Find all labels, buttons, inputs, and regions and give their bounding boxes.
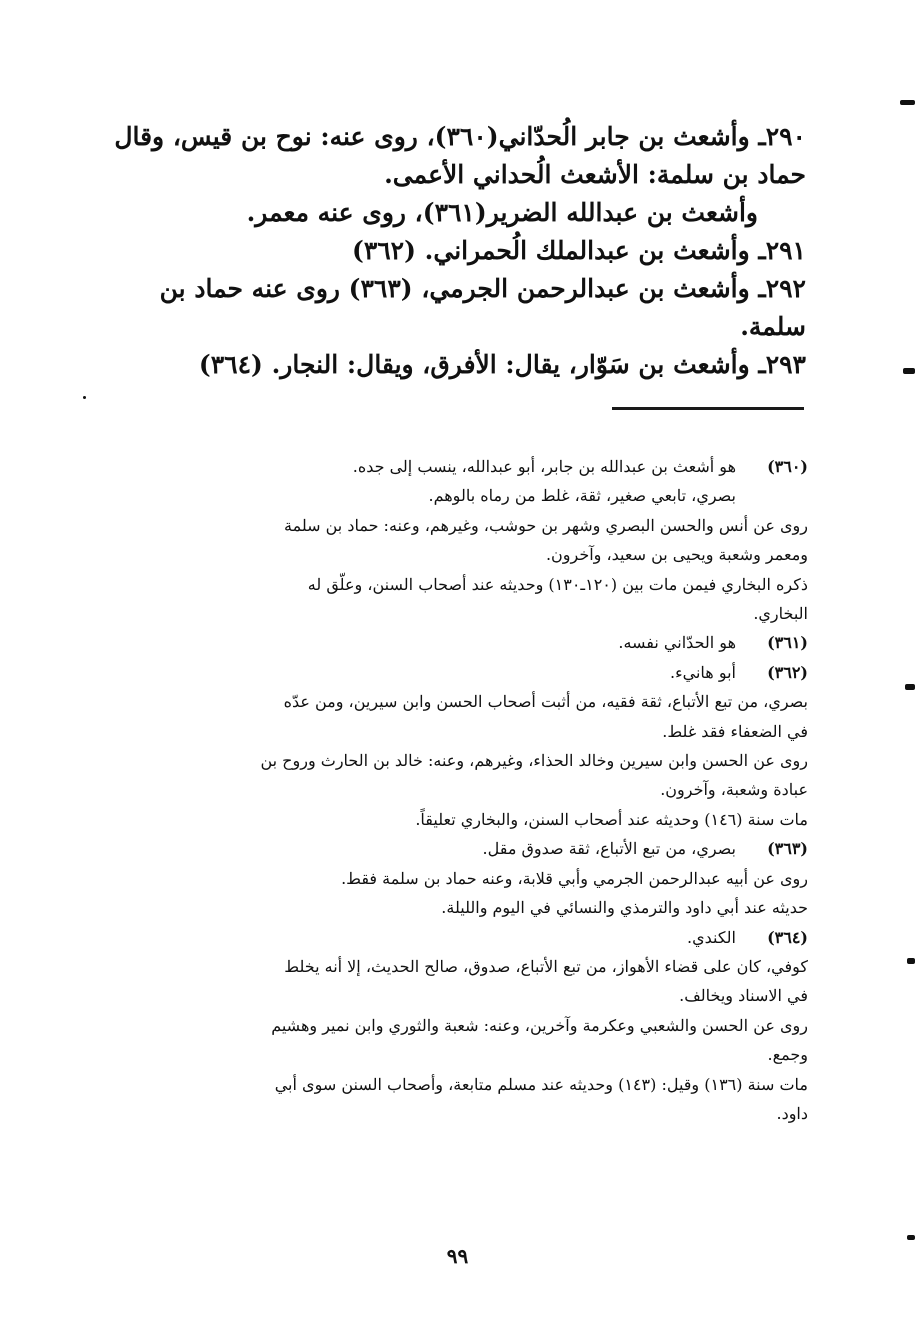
footnote-line: هو الحدّاني نفسه. [618,633,736,653]
footnote-line: وجمع. [767,1045,808,1065]
scan-speck [83,396,86,399]
footnote-360 [108,452,808,628]
footnote-line: البخاري. [753,604,808,624]
footnote-line: روى عن أبيه عبدالرحمن الجرمي وأبي قلابة، وعنه حماد بن سلمة فقط. [341,868,808,888]
footnote-line: في الضعفاء فقد غلط. [662,721,808,741]
entry-290-line-1: ٢٩٠ـ وأشعث بن جابر الُحدّاني(٣٦٠)، روى عنه: نوح بن قيس، وقال [114,122,806,151]
scan-margin-mark [907,958,915,964]
footnote-number: (٣٦٣) [767,839,808,859]
footnote-line: بصري، من تبع الأتباع، ثقة فقيه، من أثبت أصحاب الحسن وابن سيرين، ومن عدّه [283,692,808,712]
footnote-line: داود. [776,1103,808,1123]
footnote-line: بصري، تابعي صغير، ثقة، غلط من رماه بالوهم. [428,486,736,506]
footnote-line: ومعمر وشعبة ويحيى بن سعيد، وآخرون. [545,545,808,565]
footnote-362 [108,658,808,834]
scan-margin-mark [903,368,915,374]
footnote-number: (٣٦٠) [767,457,808,476]
scan-margin-mark [900,100,915,105]
footnote-line: في الاسناد ويخالف. [679,986,808,1006]
footnote-number: (٣٦٤) [767,927,808,947]
main-text [108,118,806,384]
footnote-line: بصري، من تبع الأتباع، ثقة صدوق مقل. [482,839,736,859]
footnote-line: مات سنة (١٤٦) وحديثه عند أصحاب السنن، والبخاري تعليقاً. [415,809,808,829]
footnote-361 [108,628,808,657]
footnote-line: روى عن الحسن والشعبي وعكرمة وآخرين، وعنه: شعبة والثوري وابن نمير وهشيم [271,1015,808,1035]
footnote-line: الكندي. [687,927,736,947]
footnote-line: كوفي، كان على قضاء الأهواز، من تبع الأتباع، صدوق، صالح الحديث، إلا أنه يخلط [284,956,808,976]
footnote-line: مات سنة (١٣٦) وقيل: (١٤٣) وحديثه عند مسلم متابعة، وأصحاب السنن سوى أبي [274,1074,808,1094]
entry-291: ٢٩١ـ وأشعث بن عبدالملك الُحمراني. (٣٦٢) [351,236,806,265]
footnote-line: ذكره البخاري فيمن مات بين (١٢٠ـ١٣٠) وحديثه عند أصحاب السنن، وعلّق له [307,574,808,594]
footnote-364 [108,923,808,1129]
footnote-number: (٣٦١) [767,633,808,653]
entry-292: ٢٩٢ـ وأشعث بن عبدالرحمن الجرمي، (٣٦٣) روى عنه حماد بن سلمة. [159,274,806,341]
footnotes [108,452,808,1128]
footnote-line: هو أشعث بن عبدالله بن جابر، أبو عبدالله، ينسب إلى جده. [352,457,736,476]
footnote-line: روى عن أنس والحسن البصري وشهر بن حوشب، وغيرهم، وعنه: حماد بن سلمة [283,515,808,535]
footnote-line: روى عن الحسن وابن سيرين وخالد الحذاء، وغيرهم، وعنه: خالد بن الحارث وروح بن [260,751,808,771]
entry-290-line-3: وأشعث بن عبدالله الضرير(٣٦١)، روى عنه معمر. [246,198,758,227]
entry-290-line-2: حماد بن سلمة: الأشعث الُحداني الأعمى. [384,160,806,189]
footnote-line: أبو هانيء. [670,662,736,682]
footnote-number: (٣٦٢) [767,662,808,682]
entry-293: ٢٩٣ـ وأشعث بن سَوّار، يقال: الأفرق، ويقال: النجار. (٣٦٤) [198,350,806,379]
scan-margin-mark [905,684,915,690]
scan-margin-mark [907,1235,915,1240]
footnote-divider [612,407,804,410]
page-number: ٩٩ [446,1244,469,1268]
footnote-363 [108,834,808,922]
footnote-line: عبادة وشعبة، وآخرون. [660,780,808,800]
footnote-line: حديثه عند أبي داود والترمذي والنسائي في اليوم والليلة. [441,898,808,918]
